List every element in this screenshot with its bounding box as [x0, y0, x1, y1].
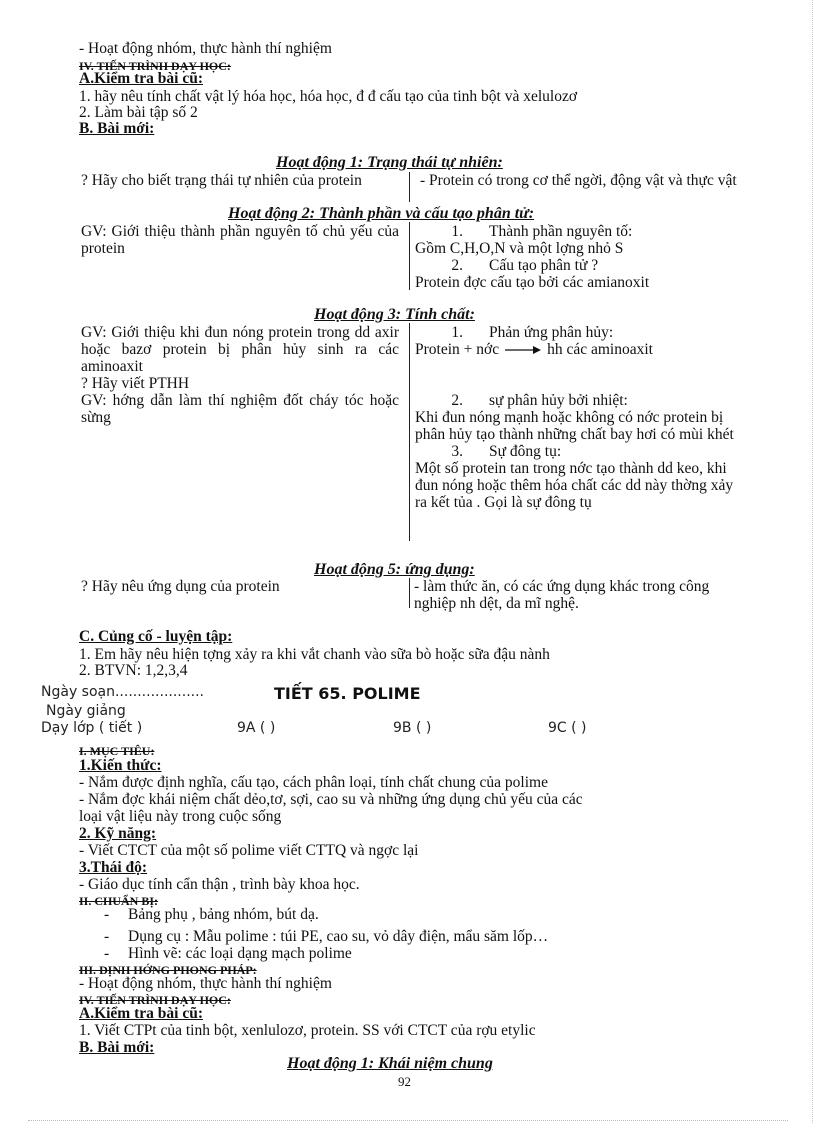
prep-item: - Hình vẽ: các loại dạng mạch polime: [104, 945, 352, 962]
activity-heading: Hoạt động 1: Khái niệm chung: [287, 1055, 493, 1072]
activity-right-column: 1. Phản ứng phân hủy: Protein + nớc hh các aminoaxit: [415, 324, 653, 358]
activity-left-column: GV: Giới thiệu khi đun nóng protein trong dd axir hoặc bazơ protein bị phân hủy sinh ra các aminoaxit ? Hãy viết PTHH GV: hớng dẫn làm thí nghiệm đốt cháy tóc hoặc sừng: [81, 324, 399, 426]
objective-line: loại vật liệu này trong cuộc sống: [79, 808, 282, 825]
objective-line: - Viết CTCT của một số polime viết CTTQ và ngợc lại: [79, 842, 419, 859]
method-line: - Hoạt động nhóm, thực hành thí nghiệm: [79, 975, 332, 992]
objective-line: - Giáo dục tính cẩn thận , trình bày khoa học.: [79, 876, 360, 893]
section-heading-chuan-bi: II. CHUẨN BỊ:: [79, 894, 159, 908]
question-line: 1. hãy nêu tính chất vật lý hóa học, hóa học, đ đ cấu tạo của tinh bột và xelulozơ: [79, 88, 578, 105]
column-divider: [409, 222, 410, 290]
lesson-title: TIẾT 65. POLIME: [274, 684, 421, 703]
teaching-date: Ngày giảng: [46, 703, 126, 719]
activity-left-column: GV: Giới thiệu thành phần nguyên tố chủ yếu của protein: [81, 223, 399, 257]
method-line: - Hoạt động nhóm, thực hành thí nghiệm: [79, 40, 332, 57]
section-heading-muc-tieu: I. MỤC TIÊU:: [79, 744, 155, 758]
prep-item: - Dụng cụ : Mẫu polime : túi PE, cao su, vỏ dây điện, mẩu săm lốp…: [104, 928, 549, 945]
class-9b: 9B ( ): [393, 720, 432, 736]
column-divider: [409, 172, 410, 202]
section-heading-kiem-tra: A.Kiểm tra bài cũ:: [79, 70, 203, 87]
page-number: 92: [398, 1074, 411, 1089]
class-9a: 9A ( ): [237, 720, 276, 736]
section-heading-cung-co: C. Củng cố - luyện tập:: [79, 628, 233, 645]
section-heading-bai-moi: B. Bài mới:: [79, 120, 155, 137]
activity-right-column: - Protein có trong cơ thể ngời, động vật và thực vật: [420, 172, 737, 189]
section-heading-dinh-huong: III. ĐỊNH HỚNG PHONG PHÁP:: [79, 963, 257, 977]
class-9c: 9C ( ): [548, 720, 587, 736]
column-divider: [409, 578, 410, 608]
reaction-arrow-icon: [505, 346, 541, 354]
column-divider: [409, 323, 410, 541]
exercise-line: 2. BTVN: 1,2,3,4: [79, 662, 188, 679]
section-heading-thai-do: 3.Thái độ:: [79, 859, 148, 876]
section-heading-tien-trinh: IV. TIẾN TRÌNH DẠY HỌC:: [79, 993, 231, 1007]
activity-left-column: ? Hãy nêu ứng dụng của protein: [81, 578, 280, 595]
exercise-line: 1. Em hãy nêu hiện tợng xảy ra khi vắt chanh vào sữa bò hoặc sữa đậu nành: [79, 646, 550, 663]
objective-line: - Nắm đợc khái niệm chất dẻo,tơ, sợi, cao su và những ứng dụng chủ yếu của các: [79, 791, 583, 808]
page-border-right: [812, 0, 813, 1123]
activity-right-column: 1. Thành phần nguyên tố: Gồm C,H,O,N và một lợng nhỏ S 2. Cấu tạo phân tử ? Protein đợc cấu tạo bởi các amianoxit: [415, 223, 650, 291]
objective-line: - Nắm được định nghĩa, cấu tạo, cách phân loại, tính chất chung của polime: [79, 774, 548, 791]
activity-heading: Hoạt động 2: Thành phần và cấu tạo phân tử:: [228, 205, 535, 222]
question-line: 2. Làm bài tập số 2: [79, 104, 198, 121]
preparation-date: Ngày soạn....................: [41, 684, 204, 700]
question-line: 1. Viết CTPt của tinh bột, xenlulozơ, protein. SS với CTCT của rợu etylic: [79, 1022, 536, 1039]
activity-right-column: 2. sự phân hủy bởi nhiệt: Khi đun nóng mạnh hoặc không có nớc protein bị phân hủy tạo thành những chất bay hơi có mùi khét 3. Sự đông tụ: Một số protein tan trong nớc tạo thành dd keo, khi đun nóng hoặc thêm hóa chất các dd này thờng xảy ra kết tủa . Gọi là sự đông tụ: [415, 392, 734, 511]
activity-right-column: - làm thức ăn, có các ứng dụng khác trong công nghiệp nh dệt, da mĩ nghệ.: [414, 578, 710, 612]
section-heading-bai-moi: B. Bài mới:: [79, 1039, 155, 1056]
prep-item: - Bảng phụ , bảng nhóm, bút dạ.: [104, 906, 319, 923]
activity-left-column: ? Hãy cho biết trạng thái tự nhiên của protein: [81, 172, 362, 189]
class-label: Dạy lớp ( tiết ): [41, 720, 143, 736]
section-heading-ky-nang: 2. Kỹ năng:: [79, 825, 157, 842]
activity-heading: Hoạt động 5: ứng dụng:: [314, 561, 475, 578]
activity-heading: Hoạt động 3: Tính chất:: [314, 306, 475, 323]
activity-heading: Hoạt động 1: Trạng thái tự nhiên:: [276, 154, 503, 171]
page-border-bottom: [28, 1120, 788, 1121]
section-heading-tien-trinh: IV. TIẾN TRÌNH DẠY HỌC:: [79, 59, 231, 73]
section-heading-kiem-tra: A.Kiểm tra bài cũ:: [79, 1005, 203, 1022]
section-heading-kien-thuc: 1.Kiến thức:: [79, 757, 162, 774]
